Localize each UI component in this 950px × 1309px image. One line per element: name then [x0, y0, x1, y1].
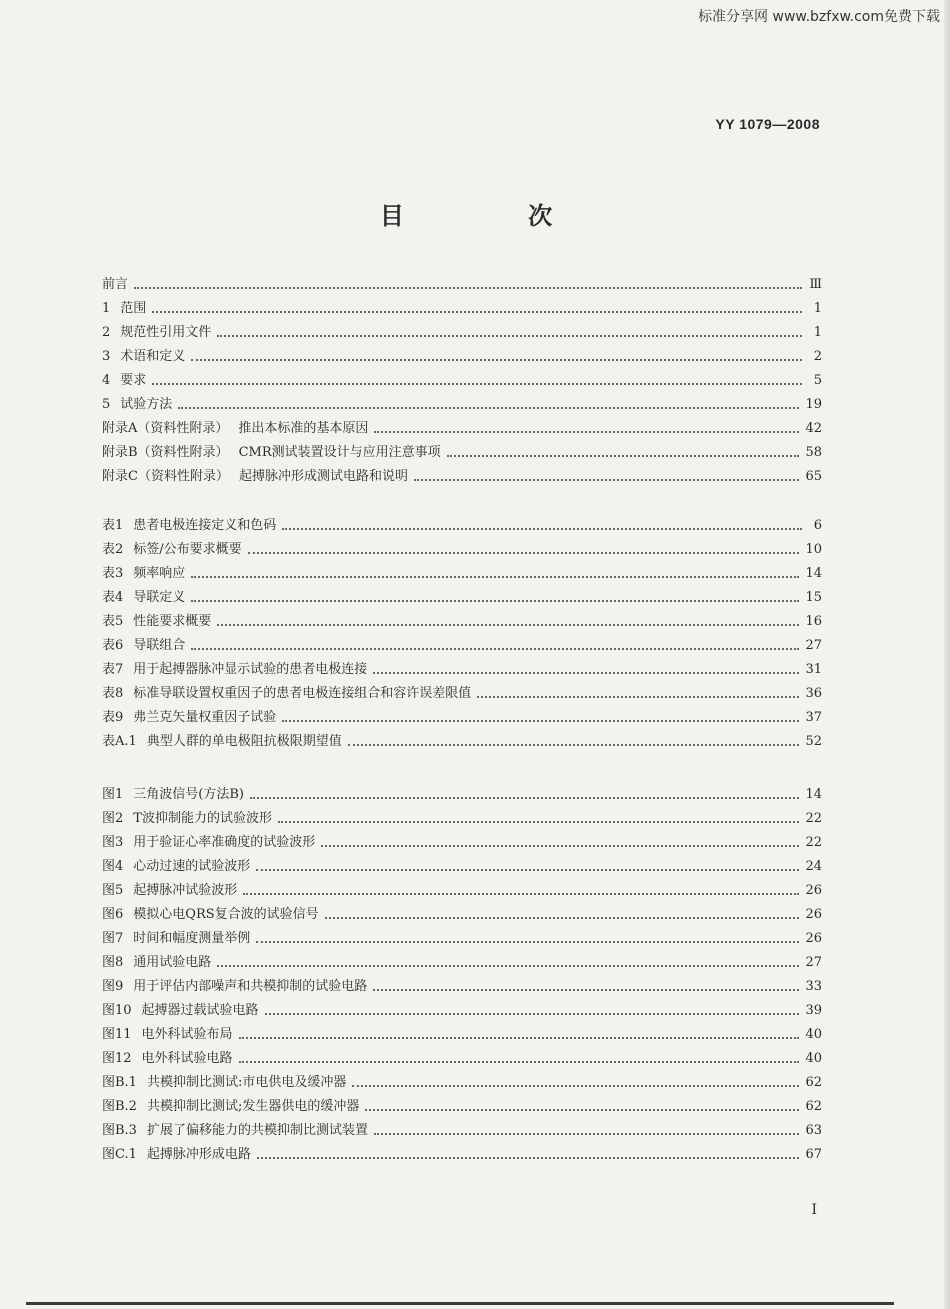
toc-entry-title [102, 709, 276, 727]
toc-entry-page: 16 [805, 614, 822, 629]
toc-entry-title [102, 1002, 259, 1020]
toc-entry-number: 附录C（资料性附录） [102, 469, 229, 484]
toc-entry-label: 典型人群的单电极阻抗极限期望值 [146, 734, 342, 749]
toc-entry-label: 起搏脉冲形成电路 [146, 1147, 251, 1162]
toc-entry [102, 414, 822, 438]
toc-entry-title [102, 1122, 368, 1140]
toc-entry [102, 1116, 822, 1140]
toc-entry [102, 1068, 822, 1092]
toc-entry-title [102, 372, 146, 390]
toc-entry-page: 63 [805, 1123, 822, 1138]
toc-entry-page: 52 [805, 734, 822, 749]
toc-entry-label: 用于起搏器脉冲显示试验的患者电极连接 [133, 662, 368, 677]
toc-entry [102, 607, 822, 631]
toc-leader-dots [477, 695, 799, 698]
toc-entry-title [102, 444, 441, 462]
toc-entry-title [102, 978, 367, 996]
toc-entry-page: 26 [805, 931, 822, 946]
toc-entry-label: CMR测试装置设计与应用注意事项 [238, 445, 441, 460]
toc-entry-label: 弗兰克矢量权重因子试验 [133, 710, 277, 725]
toc-entry-title [102, 1050, 233, 1068]
toc-entry-title [102, 661, 367, 679]
toc-leader-dots [373, 988, 799, 991]
toc-entry-page: 22 [805, 835, 822, 850]
toc-leader-dots [239, 1036, 800, 1039]
toc-entry [102, 703, 822, 727]
toc-entry-number: 图3 [102, 835, 124, 850]
toc-entry-page: 27 [805, 638, 822, 653]
toc-leader-dots [134, 286, 802, 289]
toc-entry-page: 40 [805, 1027, 822, 1042]
toc-entry-label: 电外科试验电路 [141, 1051, 233, 1066]
toc-entry-number: 表6 [102, 638, 124, 653]
toc-entry-label: 模拟心电QRS复合波的试验信号 [133, 907, 319, 922]
toc-entry-label: 性能要求概要 [133, 614, 212, 629]
toc-entry [102, 366, 822, 390]
toc-leader-dots [217, 334, 802, 337]
toc-entry [102, 583, 822, 607]
toc-leader-dots [191, 358, 802, 361]
toc-leader-dots [217, 964, 799, 967]
toc-leader-dots [191, 647, 799, 650]
toc-entry-page: 37 [805, 710, 822, 725]
toc-entry-label: 通用试验电路 [133, 955, 212, 970]
toc-entry-title [102, 1098, 359, 1116]
toc-entry-title [102, 1146, 251, 1164]
toc-entry-page: Ⅲ [809, 277, 822, 292]
toc-entry-number: 2 [102, 325, 111, 340]
toc-entry-page: 14 [805, 787, 822, 802]
toc-entry [102, 462, 822, 486]
toc-tables [102, 511, 822, 751]
toc-entry-label: 术语和定义 [120, 349, 186, 364]
page-right-edge [944, 0, 950, 1309]
toc-entry-title [102, 324, 211, 342]
toc-entry-number: 图B.3 [102, 1123, 137, 1138]
toc-entry-title [102, 468, 408, 486]
toc-leader-dots [191, 575, 799, 578]
toc-leader-dots [250, 796, 799, 799]
toc-entry-number: 附录A（资料性附录） [102, 421, 229, 436]
toc-entry-title [102, 954, 211, 972]
toc-leader-dots [239, 1060, 800, 1063]
toc-entry-label: 三角波信号(方法B) [133, 787, 244, 802]
toc-entry-page: 24 [805, 859, 822, 874]
toc-entry-page: 40 [805, 1051, 822, 1066]
toc-entry [102, 631, 822, 655]
toc-entry [102, 535, 822, 559]
toc-entry-number: 图8 [102, 955, 124, 970]
toc-sections [102, 270, 822, 486]
toc-entry-page: 39 [805, 1003, 822, 1018]
toc-entry-title [102, 565, 185, 583]
toc-entry-title [102, 637, 185, 655]
toc-entry-label: 起搏器过载试验电路 [141, 1003, 259, 1018]
toc-entry-label: 前言 [102, 277, 129, 292]
toc-entry [102, 438, 822, 462]
page-number: I [811, 1202, 817, 1218]
toc-leader-dots [348, 743, 800, 746]
toc-entry-number: 表9 [102, 710, 124, 725]
toc-entry [102, 390, 822, 414]
toc-entry-title [102, 786, 244, 804]
toc-entry-number: 表3 [102, 566, 124, 581]
toc-entry-number: 图1 [102, 787, 124, 802]
watermark-text: 标准分享网 www.bzfxw.com免费下载 [698, 9, 940, 25]
toc-entry-number: 3 [102, 349, 111, 364]
toc-entry-label: 起搏脉冲试验波形 [133, 883, 238, 898]
toc-entry [102, 1020, 822, 1044]
toc-entry [102, 828, 822, 852]
toc-entry [102, 948, 822, 972]
toc-entry-label: 扩展了偏移能力的共模抑制比测试装置 [146, 1123, 368, 1138]
toc-entry-page: 33 [805, 979, 822, 994]
toc-entry-number: 图2 [102, 811, 124, 826]
toc-entry-page: 5 [813, 373, 822, 388]
toc-entry-label: 用于验证心率准确度的试验波形 [133, 835, 316, 850]
toc-entry-label: 电外科试验布局 [141, 1027, 233, 1042]
toc-entry [102, 294, 822, 318]
toc-entry-page: 14 [805, 566, 822, 581]
toc-entry-label: 标准导联设置权重因子的患者电极连接组合和容许误差限值 [133, 686, 472, 701]
toc-entry-page: 26 [805, 907, 822, 922]
toc-entry-number: 表8 [102, 686, 124, 701]
toc-entry-number: 图9 [102, 979, 124, 994]
toc-entry-number: 图B.1 [102, 1075, 137, 1090]
toc-leader-dots [243, 892, 799, 895]
toc-entry-page: 42 [805, 421, 822, 436]
toc-leader-dots [374, 430, 799, 433]
toc-entry [102, 270, 822, 294]
toc-leader-dots [282, 527, 802, 530]
toc-entry-page: 62 [805, 1075, 822, 1090]
toc-entry-page: 2 [813, 349, 822, 364]
toc-entry-title [102, 589, 185, 607]
toc-leader-dots [256, 940, 799, 943]
toc-entry-page: 1 [813, 301, 822, 316]
toc-entry-title [102, 834, 315, 852]
toc-entry-page: 58 [805, 445, 822, 460]
toc-entry-number: 附录B（资料性附录） [102, 445, 229, 460]
toc-entry [102, 804, 822, 828]
toc-entry-page: 67 [805, 1147, 822, 1162]
toc-leader-dots [414, 478, 799, 481]
toc-entry [102, 679, 822, 703]
toc-entry-number: 图5 [102, 883, 124, 898]
toc-entry-number: 表5 [102, 614, 124, 629]
toc-entry-title [102, 396, 172, 414]
toc-leader-dots [447, 454, 800, 457]
toc-entry-page: 65 [805, 469, 822, 484]
toc-leader-dots [321, 844, 799, 847]
toc-entry-number: 图11 [102, 1027, 132, 1042]
toc-entry-title [102, 420, 368, 438]
toc-entry-title [102, 858, 250, 876]
toc-leader-dots [282, 719, 799, 722]
toc-entry-title [102, 882, 237, 900]
document-code: YY 1079—2008 [715, 116, 820, 132]
toc-leader-dots [191, 599, 799, 602]
toc-entry-label: 导联组合 [133, 638, 186, 653]
toc-entry-page: 6 [813, 518, 822, 533]
toc-leader-dots [352, 1084, 799, 1087]
toc-entry-label: 要求 [120, 373, 147, 388]
toc-entry [102, 342, 822, 366]
toc-entry-page: 62 [805, 1099, 822, 1114]
toc-leader-dots [256, 868, 799, 871]
toc-entry-label: 心动过速的试验波形 [133, 859, 251, 874]
toc-entry-number: 表1 [102, 518, 124, 533]
toc-entry [102, 900, 822, 924]
toc-entry-label: 推出本标准的基本原因 [238, 421, 369, 436]
toc-entry-number: 图C.1 [102, 1147, 137, 1162]
toc-entry-number: 表2 [102, 542, 124, 557]
toc-entry-number: 图10 [102, 1003, 132, 1018]
toc-entry-title [102, 276, 128, 294]
toc-entry-title [102, 1026, 233, 1044]
toc-entry-number: 1 [102, 301, 111, 316]
toc-entry-title [102, 517, 276, 535]
toc-entry-label: 共模抑制比测试:市电供电及缓冲器 [146, 1075, 347, 1090]
toc-leader-dots [217, 623, 799, 626]
toc-entry-number: 图4 [102, 859, 124, 874]
toc-entry-number: 图7 [102, 931, 124, 946]
page-title: 目 次 [379, 202, 611, 230]
toc-entry [102, 1092, 822, 1116]
toc-entry-number: 表4 [102, 590, 124, 605]
toc-leader-dots [278, 820, 800, 823]
toc-leader-dots [152, 310, 802, 313]
toc-entry-label: 标签/公布要求概要 [133, 542, 242, 557]
toc-figures [102, 780, 822, 1164]
toc-entry [102, 727, 822, 751]
toc-entry [102, 876, 822, 900]
toc-entry [102, 655, 822, 679]
toc-entry-page: 15 [805, 590, 822, 605]
toc-entry-number: 4 [102, 373, 111, 388]
toc-entry-page: 36 [805, 686, 822, 701]
toc-leader-dots [248, 551, 800, 554]
toc-entry-label: 频率响应 [133, 566, 186, 581]
toc-entry-title [102, 685, 471, 703]
toc-entry-label: 范围 [120, 301, 147, 316]
toc-entry-label: 规范性引用文件 [120, 325, 212, 340]
toc-leader-dots [265, 1012, 800, 1015]
toc-leader-dots [152, 382, 802, 385]
toc-entry-title [102, 810, 272, 828]
toc-entry-number: 5 [102, 397, 111, 412]
toc-entry-label: T波抑制能力的试验波形 [133, 811, 272, 826]
toc-entry [102, 972, 822, 996]
toc-leader-dots [325, 916, 800, 919]
toc-entry-page: 1 [813, 325, 822, 340]
toc-entry-number: 图6 [102, 907, 124, 922]
toc-entry [102, 559, 822, 583]
toc-entry-page: 31 [805, 662, 822, 677]
toc-entry [102, 780, 822, 804]
toc-entry-title [102, 613, 211, 631]
toc-entry-label: 起搏脉冲形成测试电路和说明 [238, 469, 408, 484]
toc-entry [102, 318, 822, 342]
toc-entry-title [102, 300, 146, 318]
toc-entry [102, 1044, 822, 1068]
toc-entry [102, 852, 822, 876]
toc-entry-title [102, 541, 242, 559]
toc-entry-label: 导联定义 [133, 590, 186, 605]
toc-entry-title [102, 348, 185, 366]
toc-entry-title [102, 1074, 346, 1092]
toc-entry-title [102, 733, 342, 751]
toc-entry [102, 924, 822, 948]
toc-entry-label: 用于评估内部噪声和共模抑制的试验电路 [133, 979, 368, 994]
toc-entry-label: 试验方法 [120, 397, 173, 412]
toc-entry-label: 时间和幅度测量举例 [133, 931, 251, 946]
toc-leader-dots [373, 671, 799, 674]
toc-leader-dots [365, 1108, 799, 1111]
toc-entry-title [102, 906, 319, 924]
page-bottom-edge [26, 1302, 894, 1305]
toc-leader-dots [374, 1132, 799, 1135]
toc-entry-number: 图B.2 [102, 1099, 137, 1114]
toc-leader-dots [257, 1156, 800, 1159]
toc-entry-number: 表7 [102, 662, 124, 677]
toc-entry-label: 患者电极连接定义和色码 [133, 518, 277, 533]
toc-entry-title [102, 930, 250, 948]
toc-entry-page: 19 [805, 397, 822, 412]
toc-entry-page: 26 [805, 883, 822, 898]
toc-entry [102, 1140, 822, 1164]
toc-entry-number: 表A.1 [102, 734, 137, 749]
toc-leader-dots [178, 406, 799, 409]
toc-entry-page: 10 [805, 542, 822, 557]
toc-entry-page: 22 [805, 811, 822, 826]
toc-entry [102, 996, 822, 1020]
toc-entry-label: 共模抑制比测试;发生器供电的缓冲器 [146, 1099, 360, 1114]
toc-entry-number: 图12 [102, 1051, 132, 1066]
toc-entry [102, 511, 822, 535]
toc-entry-page: 27 [805, 955, 822, 970]
